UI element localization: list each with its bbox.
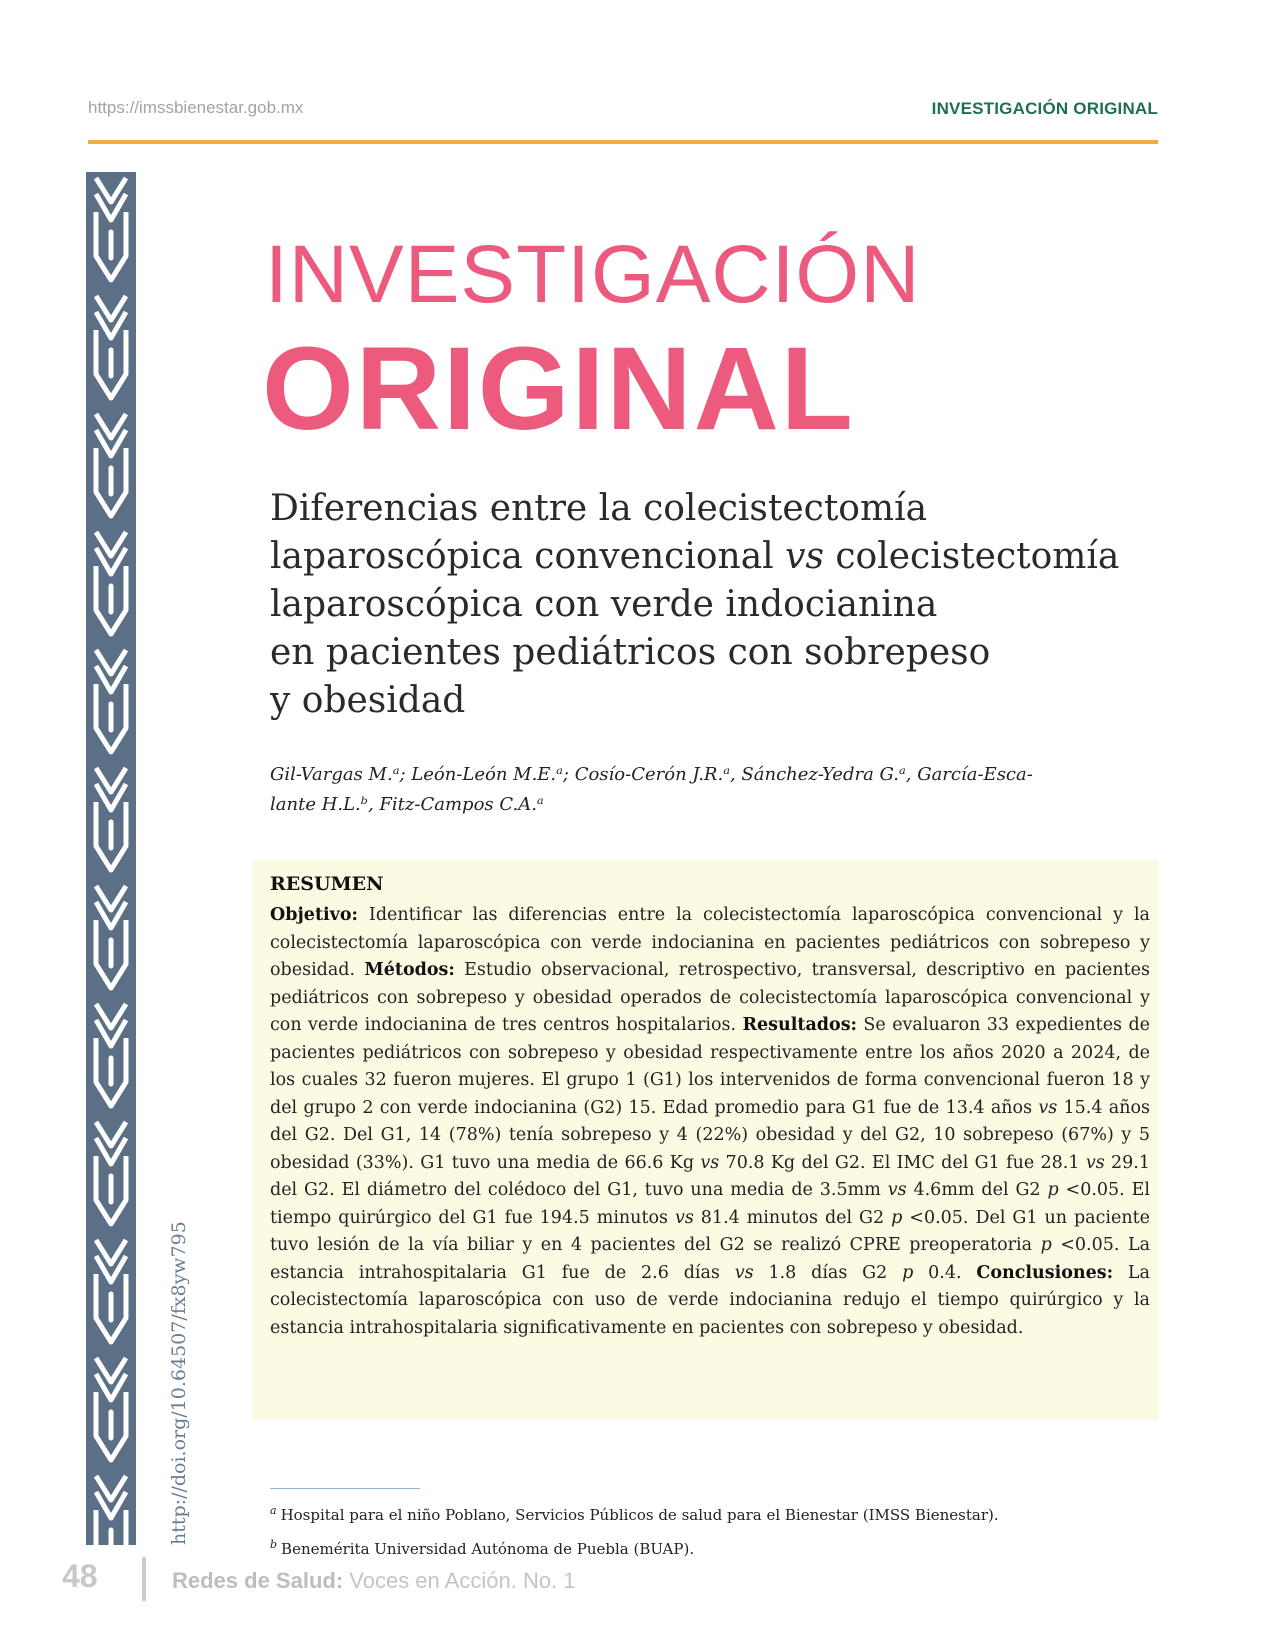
header-rule <box>88 140 1158 144</box>
footnote-rule <box>270 1488 420 1489</box>
conclusions-label: Conclusiones: <box>976 1262 1114 1283</box>
journal-name: Redes de Salud: Voces en Acción. No. 1 <box>172 1568 576 1593</box>
objective-text: Identificar las diferencias entre la colecistectomía laparoscópica convencional y la colecistectomía laparoscópica con verde indocianina en pacientes pediátricos con sobrepeso y obesidad. <box>270 905 1150 980</box>
results-text: Se evaluaron 33 expedientes de pacientes pediátricos con sobrepeso y obesidad respectivamente entre los años 2020 a 2024, de los cuales 32 fueron mujeres. El grupo 1 (G1) los intervenidos de forma convencional fueron 18 y del grupo 2 con verde indocianina (G2) 15. Edad promedio para G1 fue de 13.4 años vs 15.4 años del G2. Del G1, 14 (78%) tenía sobrepeso y 4 (22%) obesidad y del G2, 10 sobrepeso (67%) y 5 obesidad (33%). G1 tuvo una media de 66.6 Kg vs 70.8 Kg del G2. El IMC del G1 fue 28.1 vs 29.1 del G2. El diámetro del colédoco del G1, tuvo una media de 3.5mm vs 4.6mm del G2 p <0.05. El tiempo quirúrgico del G1 fue 194.5 minutos vs 81.4 minutos del G2 p <0.05. Del G1 un paciente tuvo lesión de la vía biliar y en 4 pacientes del G2 se realizó CPRE preoperatoria p <0.05. La estancia intrahospitalaria G1 fue de 2.6 días vs 1.8 días G2 p 0.4. <box>270 1015 1151 1283</box>
article-title <box>270 485 1130 725</box>
footnote-b: $^b$ Benemérita Universidad Autónoma de Puebla (BUAP). <box>270 1538 695 1558</box>
doi-link[interactable]: http://doi.org/10.64507/fx8yw795 <box>168 1221 190 1545</box>
title-line: Diferencias entre la colecistectomía <box>270 488 928 529</box>
authors-line: lante H.L.ᵇ, Fitz-Campos C.A.ᵃ <box>270 794 544 815</box>
methods-text: Estudio observacional, retrospectivo, transversal, descriptivo en pacientes pediátricos con sobrepeso y obesidad operados de colecistectomía laparoscópica convencional y con verde indocianina de tres centros hospitalarios. <box>270 960 1150 1035</box>
title-line: en pacientes pediátricos con sobrepeso <box>270 632 991 673</box>
page-number: 48 <box>62 1558 98 1594</box>
title-line: y obesidad <box>270 680 466 721</box>
section-label: INVESTIGACIÓN ORIGINAL <box>931 99 1158 118</box>
title-line: laparoscópica convencional vs colecistectomía <box>270 536 1120 577</box>
authors-line: Gil-Vargas M.ᵃ; León-León M.E.ᵃ; Cosío-Cerón J.R.ᵃ, Sánchez-Yedra G.ᵃ, García-Esca- <box>270 764 1033 785</box>
results-label: Resultados: <box>742 1015 858 1035</box>
title-vs: vs <box>785 536 824 577</box>
section-title-line1: INVESTIGACIÓN <box>265 229 921 320</box>
methods-label: Métodos: <box>364 960 455 980</box>
section-title-line2: ORIGINAL <box>262 323 855 455</box>
title-line: laparoscópica con verde indocianina <box>270 584 938 625</box>
author-list <box>270 760 1150 820</box>
decorative-band <box>86 172 136 1545</box>
objective-label: Objetivo: <box>270 905 358 925</box>
abstract-heading: RESUMEN <box>270 873 384 895</box>
footer-divider <box>142 1557 146 1601</box>
abstract-body <box>270 902 1150 1342</box>
footnotes <box>270 1496 999 1564</box>
conclusions-text: La colecistectomía laparoscópica con uso de verde indocianina redujo el tiempo quirúrgico y la estancia intrahospitalaria significativamente en pacientes con sobrepeso y obesidad. <box>270 1262 1150 1338</box>
site-url[interactable]: https://imssbienestar.gob.mx <box>88 98 304 117</box>
footnote-a: $^a$ Hospital para el niño Poblano, Servicios Públicos de salud para el Bienestar (IMSS Bienestar). <box>270 1504 999 1524</box>
